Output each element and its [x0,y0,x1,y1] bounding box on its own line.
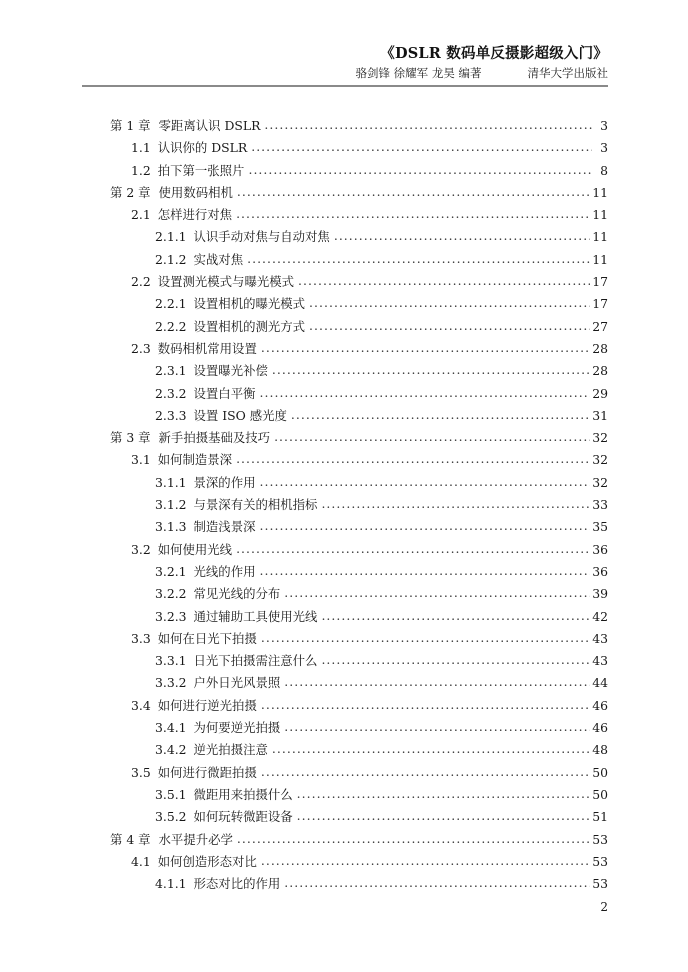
toc-entry-label: 日光下拍摄需注意什么 [193,653,318,669]
toc-dot-leader [247,253,590,265]
toc-entry-label: 零距离认识 DSLR [158,118,261,133]
toc-entry-number: 3.1.1 [155,474,187,490]
toc-dot-leader [298,275,590,287]
toc-entry[interactable] [0,407,688,432]
toc-entry-label: 如何进行逆光拍摄 [157,697,257,713]
toc-dot-leader [236,543,590,555]
toc-entry[interactable] [0,655,688,677]
toc-page-number: 36 [592,541,608,557]
toc-dot-leader [297,810,590,822]
toc-entry-number: 3.2.3 [155,608,187,624]
toc-entry-number: 3.4.1 [155,720,187,736]
toc-page-number: 35 [592,519,608,535]
toc-entry[interactable] [0,184,688,209]
toc-entry-number: 2.3.2 [155,385,187,401]
toc-page-number: 3 [600,118,608,133]
toc-entry[interactable] [0,786,688,811]
toc-entry[interactable] [0,722,688,744]
toc-entry[interactable] [0,474,688,499]
running-header [82,44,608,95]
toc-dot-leader [251,141,591,153]
toc-entry-label: 为何要逆光拍摄 [193,720,281,736]
toc-dot-leader [237,833,590,845]
toc-entry[interactable] [0,318,688,343]
toc-entry-number: 3.4.2 [155,742,187,758]
toc-dot-leader [259,476,589,488]
toc-entry-label: 如何创造形态对比 [157,853,257,869]
toc-dot-leader [321,654,589,666]
toc-dot-leader [264,119,591,131]
toc-entry-label: 制造浅景深 [193,519,256,535]
toc-dot-leader [236,453,590,465]
toc-entry-label: 与景深有关的相机指标 [193,497,318,513]
toc-entry-number: 3.3.2 [155,675,187,691]
toc-entry[interactable] [0,563,688,588]
toc-page-number: 8 [600,162,608,178]
toc-entry-number: 2.1 [131,207,151,223]
toc-entry-label: 微距用来拍摄什么 [193,786,293,802]
toc-entry-label: 光线的作用 [193,563,256,579]
toc-entry-number: 2.2.2 [155,318,187,334]
toc-dot-leader [259,565,589,577]
toc-entry-label: 拍下第一张照片 [157,162,245,178]
toc-entry[interactable] [0,677,688,699]
toc-page-number: 48 [592,742,608,758]
toc-entry[interactable] [0,499,688,521]
toc-entry-label: 设置白平衡 [193,385,256,401]
book-title: 《DSLR 数码单反摄影超级入门》 [380,45,608,62]
toc-entry-number: 1.2 [131,162,151,178]
toc-entry-label: 如何进行微距拍摄 [157,764,257,780]
toc-entry-number: 第 4 章 [110,831,151,847]
book-publisher: 清华大学出版社 [527,65,608,80]
toc-dot-leader [284,676,589,688]
toc-page-number: 11 [592,251,608,267]
toc-page-number: 46 [592,697,608,713]
toc-entry-number: 第 1 章 [110,118,151,133]
toc-page-number: 11 [592,207,608,223]
toc-page-number: 53 [592,831,608,847]
toc-page-number: 32 [592,430,608,446]
toc-entry-number: 3.2 [131,541,151,557]
toc-entry-number: 1.1 [131,140,151,156]
toc-entry-label: 设置测光模式与曝光模式 [157,274,295,290]
toc-entry-label: 设置曝光补偿 [193,363,268,379]
toc-entry-label: 设置相机的测光方式 [193,318,306,334]
toc-entry[interactable] [0,764,688,789]
toc-entry-label: 逆光拍摄注意 [193,742,268,758]
toc-page-number: 28 [592,363,608,379]
toc-page-number: 43 [592,630,608,646]
toc-page-number: 50 [592,764,608,780]
toc-entry-number: 2.1.1 [155,229,187,245]
toc-entry[interactable] [0,365,688,387]
toc-page-number: 28 [592,340,608,356]
toc-entry-label: 如何在日光下拍摄 [157,630,257,646]
toc-entry-label: 如何制造景深 [157,452,233,468]
toc-entry-label: 常见光线的分布 [193,586,281,602]
toc-entry-label: 认识手动对焦与自动对焦 [193,229,330,245]
toc-entry-number: 3.5 [131,764,151,780]
toc-entry-label: 新手拍摄基础及技巧 [158,430,271,446]
toc-page-number: 50 [592,786,608,802]
toc-entry-label: 形态对比的作用 [193,876,281,892]
toc-entry-number: 第 2 章 [110,184,151,200]
toc-entry-number: 2.2 [131,274,151,290]
toc-entry-number: 3.1.3 [155,519,187,535]
toc-dot-leader [261,855,590,867]
toc-dot-leader [284,721,589,733]
toc-entry[interactable] [0,251,688,276]
toc-dot-leader [261,766,590,778]
toc-entry[interactable] [0,608,688,633]
toc-dot-leader [248,164,591,176]
toc-entry-number: 3.3 [131,630,151,646]
toc-entry[interactable] [0,811,688,833]
toc-entry[interactable] [0,454,688,476]
toc-page-number: 3 [600,140,608,156]
toc-page-number: 51 [592,809,608,825]
toc-dot-leader [334,230,590,242]
toc-entry-number: 3.5.1 [155,786,187,802]
toc-dot-leader [236,208,590,220]
toc-entry-number: 3.2.2 [155,586,187,602]
toc-entry-number: 3.1.2 [155,497,187,513]
toc-dot-leader [284,877,589,889]
toc-entry-label: 通过辅助工具使用光线 [193,608,318,624]
toc-dot-leader [291,409,590,421]
toc-dot-leader [272,364,590,376]
toc-entry-label: 设置相机的曝光模式 [193,296,306,312]
toc-page-number: 42 [592,608,608,624]
toc-entry-number: 4.1 [131,853,151,869]
toc-entry[interactable] [0,853,688,878]
toc-entry[interactable] [0,385,688,410]
toc-entry[interactable] [0,630,688,655]
toc-page-number: 17 [592,274,608,290]
toc-page-number: 11 [592,229,608,245]
toc-dot-leader [309,297,590,309]
toc-entry-label: 设置 ISO 感光度 [193,407,287,423]
toc-dot-leader [259,520,589,532]
toc-page-number: 39 [592,586,608,602]
toc-entry-number: 3.1 [131,452,151,468]
toc-entry[interactable] [0,120,688,142]
header-subline [82,65,608,82]
toc-page-number: 43 [592,653,608,669]
table-of-contents [0,120,688,900]
toc-entry[interactable] [0,541,688,566]
toc-entry[interactable] [0,744,688,766]
toc-entry-label: 水平提升必学 [158,831,233,847]
toc-dot-leader [284,587,589,599]
toc-dot-leader [321,498,589,510]
toc-dot-leader [321,610,589,622]
toc-page-number: 29 [592,385,608,401]
toc-page-number: 27 [592,318,608,334]
toc-page-number: 44 [592,675,608,691]
toc-entry[interactable] [0,231,688,253]
toc-page-number: 11 [592,184,608,200]
toc-dot-leader [309,320,590,332]
toc-entry-label: 数码相机常用设置 [157,340,257,356]
toc-entry-label: 户外日光风景照 [193,675,281,691]
toc-entry-number: 第 3 章 [110,430,151,446]
toc-entry[interactable] [0,142,688,164]
toc-entry[interactable] [0,521,688,543]
toc-dot-leader [297,788,590,800]
toc-page-number: 32 [592,474,608,490]
toc-dot-leader [261,699,590,711]
toc-entry-number: 2.3 [131,340,151,356]
toc-dot-leader [259,387,589,399]
toc-entry-label: 使用数码相机 [158,184,233,200]
book-authors: 骆剑锋 徐耀军 龙昊 编著 [355,65,482,80]
toc-entry-number: 3.5.2 [155,809,187,825]
toc-dot-leader [237,186,590,198]
toc-entry[interactable] [0,340,688,365]
toc-entry[interactable] [0,276,688,298]
toc-entry-label: 如何使用光线 [157,541,233,557]
toc-entry-number: 3.3.1 [155,653,187,669]
toc-page-number: 17 [592,296,608,312]
toc-dot-leader [261,632,590,644]
toc-entry-label: 实战对焦 [193,251,244,267]
toc-dot-leader [261,342,590,354]
header-divider [82,85,608,87]
toc-entry-number: 2.3.1 [155,363,187,379]
toc-entry-number: 2.3.3 [155,407,187,423]
toc-page-number: 33 [592,497,608,513]
toc-page-number: 31 [592,407,608,423]
toc-entry-number: 3.4 [131,697,151,713]
page-number-footer: 2 [600,900,608,914]
toc-page-number: 46 [592,720,608,736]
toc-entry[interactable] [0,432,688,454]
toc-page-number: 53 [592,853,608,869]
toc-entry-label: 景深的作用 [193,474,256,490]
toc-page-number: 53 [592,876,608,892]
toc-entry-label: 认识你的 DSLR [157,140,248,156]
toc-entry[interactable] [0,298,688,320]
toc-dot-leader [274,431,590,443]
toc-page-number: 36 [592,563,608,579]
toc-entry[interactable] [0,588,688,610]
toc-entry-label: 如何玩转微距设备 [193,809,293,825]
toc-entry[interactable] [0,831,688,856]
toc-entry-number: 2.2.1 [155,296,187,312]
toc-entry[interactable] [0,878,688,900]
toc-dot-leader [272,743,590,755]
toc-entry-label: 怎样进行对焦 [157,207,233,223]
toc-entry-number: 2.1.2 [155,251,187,267]
toc-entry[interactable] [0,697,688,722]
toc-entry[interactable] [0,209,688,231]
toc-entry-number: 4.1.1 [155,876,187,892]
toc-page-number: 32 [592,452,608,468]
toc-entry-number: 3.2.1 [155,563,187,579]
toc-entry[interactable] [0,162,688,187]
